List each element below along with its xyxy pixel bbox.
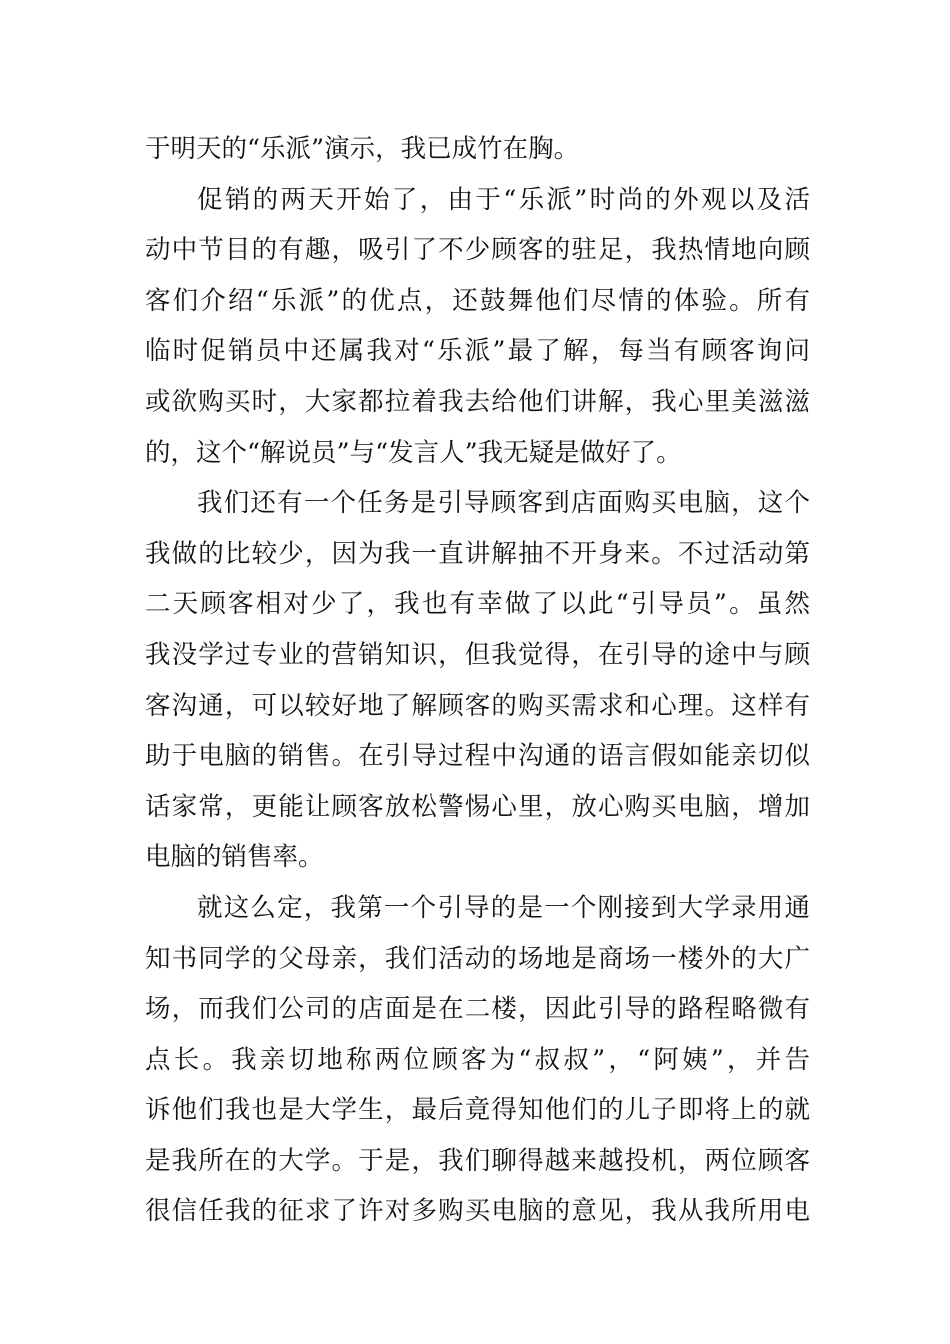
text-line: 是我所在的大学。于是，我们聊得越来越投机，两位顾客 xyxy=(145,1145,810,1176)
text-line: 电脑的销售率。 xyxy=(145,842,324,873)
text-line: 临时促销员中还属我对“乐派”最了解，每当有顾客询问 xyxy=(145,336,810,367)
text-line: 的，这个“解说员”与“发言人”我无疑是做好了。 xyxy=(145,437,682,468)
text-line: 助于电脑的销售。在引导过程中沟通的语言假如能亲切似 xyxy=(145,741,810,772)
text-line: 或欲购买时，大家都拉着我去给他们讲解，我心里美滋滋 xyxy=(145,386,810,417)
text-line: 我做的比较少，因为我一直讲解抽不开身来。不过活动第 xyxy=(145,538,810,569)
paragraph-2 xyxy=(145,175,810,479)
text-line: 我们还有一个任务是引导顾客到店面购买电脑，这个 xyxy=(197,488,810,519)
text-line: 动中节目的有趣，吸引了不少顾客的驻足，我热情地向顾 xyxy=(145,235,810,266)
document-body xyxy=(145,124,810,1237)
text-line: 诉他们我也是大学生，最后竟得知他们的儿子即将上的就 xyxy=(145,1095,810,1126)
text-line: 就这么定，我第一个引导的是一个刚接到大学录用通 xyxy=(197,892,810,923)
text-line: 促销的两天开始了，由于“乐派”时尚的外观以及活 xyxy=(197,184,810,215)
text-line: 知书同学的父母亲，我们活动的场地是商场一楼外的大广 xyxy=(145,943,810,974)
text-line: 客们介绍“乐派”的优点，还鼓舞他们尽情的体验。所有 xyxy=(145,285,810,316)
text-line: 话家常，更能让顾客放松警惕心里，放心购买电脑，增加 xyxy=(145,791,810,822)
text-line: 于明天的“乐派”演示，我已成竹在胸。 xyxy=(145,134,580,164)
text-line: 二天顾客相对少了，我也有幸做了以此“引导员”。虽然 xyxy=(145,589,810,620)
text-line: 我没学过专业的营销知识，但我觉得，在引导的途中与顾 xyxy=(145,639,810,670)
text-line: 客沟通，可以较好地了解顾客的购买需求和心理。这样有 xyxy=(145,690,810,721)
paragraph-4 xyxy=(145,883,810,1237)
paragraph-3 xyxy=(145,478,810,883)
text-line: 场，而我们公司的店面是在二楼，因此引导的路程略微有 xyxy=(145,994,810,1025)
paragraph-1 xyxy=(145,124,810,175)
text-line: 点长。我亲切地称两位顾客为“叔叔”，“阿姨”，并告 xyxy=(145,1044,810,1075)
text-line: 很信任我的征求了许对多购买电脑的意见，我从我所用电 xyxy=(145,1196,810,1227)
